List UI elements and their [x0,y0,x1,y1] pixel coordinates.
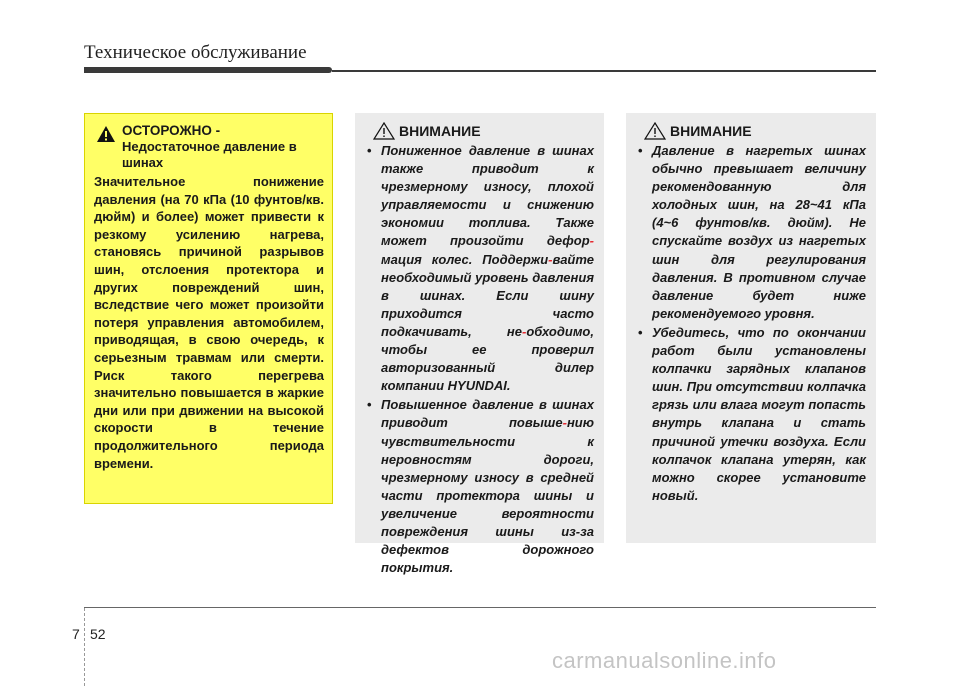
caution-list-left [365,142,594,577]
watermark: carmanualsonline.info [552,648,777,673]
caution-list-right [636,142,866,505]
list-item: • Повышенное давление в шинах приводит повыше-нию чувствительности к неровностям дороги, чрезмерному износу в средней части протектора шины и увеличение вероятности повреждения шины из-за дефектов дорожного покрытия. [365,396,594,577]
footer-divider [84,608,85,686]
caution-title-right: ВНИМАНИЕ [670,123,752,139]
warning-body: Значительное понижение давления (на 70 кПа (10 фунтов/кв. дюйм) и более) может привести к резкому усилению нагрева, становясь причиной разрывов шин, отслоения протектора и других повреждений шин, вследствие чего может произойти потеря управления автомобилем, приводящая, в свою очередь, к серьезным травмам или смерти. Риск такого перегрева значительно повышается в жаркие дни или при движении на высокой скорости в течение продолжительного периода времени. [94,174,324,471]
caution-box-left [355,113,604,576]
caution-triangle-icon [373,122,395,140]
header-rule-thin [332,70,876,72]
list-item: • Пониженное давление в шинах также приводит к чрезмерному износу, плохой управляемости и снижению экономии топлива. Также может произойти дефор-мация колес. Поддержи-вайте необходимый уровень давления в шинах. Если шину приходится часто подкачивать, не-обходимо, чтобы ее проверил авторизованный дилер компании HYUNDAI. [365,142,594,395]
chapter-number: 7 [72,626,80,642]
warning-title-line2: Недостаточное давление в шинах [122,139,297,170]
caution-box-right [626,113,876,543]
warning-title [122,123,324,171]
list-item: • Давление в нагретых шинах обычно превышает величину рекомендованную для холодных шин, на 28~41 кПа (4~6 фунтов/кв. дюйм). Не спускайте воздух из нагретых шин для регулирования давления. В противном случае давление будет ниже рекомендуемого уровня. [636,142,866,323]
caution-triangle-icon [644,122,666,140]
page-number: 52 [90,626,106,642]
header-rule-thick [84,67,332,73]
warning-box [84,113,333,504]
caution-title-left: ВНИМАНИЕ [399,123,481,139]
list-item: • Убедитесь, что по окончании работ были установлены колпачки зарядных клапанов шин. При отсутствии колпачка грязь или влага могут попасть внутрь клапана и стать причиной утечки воздуха. Если колпачок клапана утерян, как можно скорее установите новый. [636,324,866,505]
caution-header-left [365,122,594,140]
page-section-title: Техническое обслуживание [84,42,307,63]
caution-header-right [636,122,866,140]
warning-title-line1: ОСТОРОЖНО - [122,123,221,138]
footer-rule [84,607,876,608]
warning-header [94,123,324,171]
warning-triangle-icon [96,125,116,143]
